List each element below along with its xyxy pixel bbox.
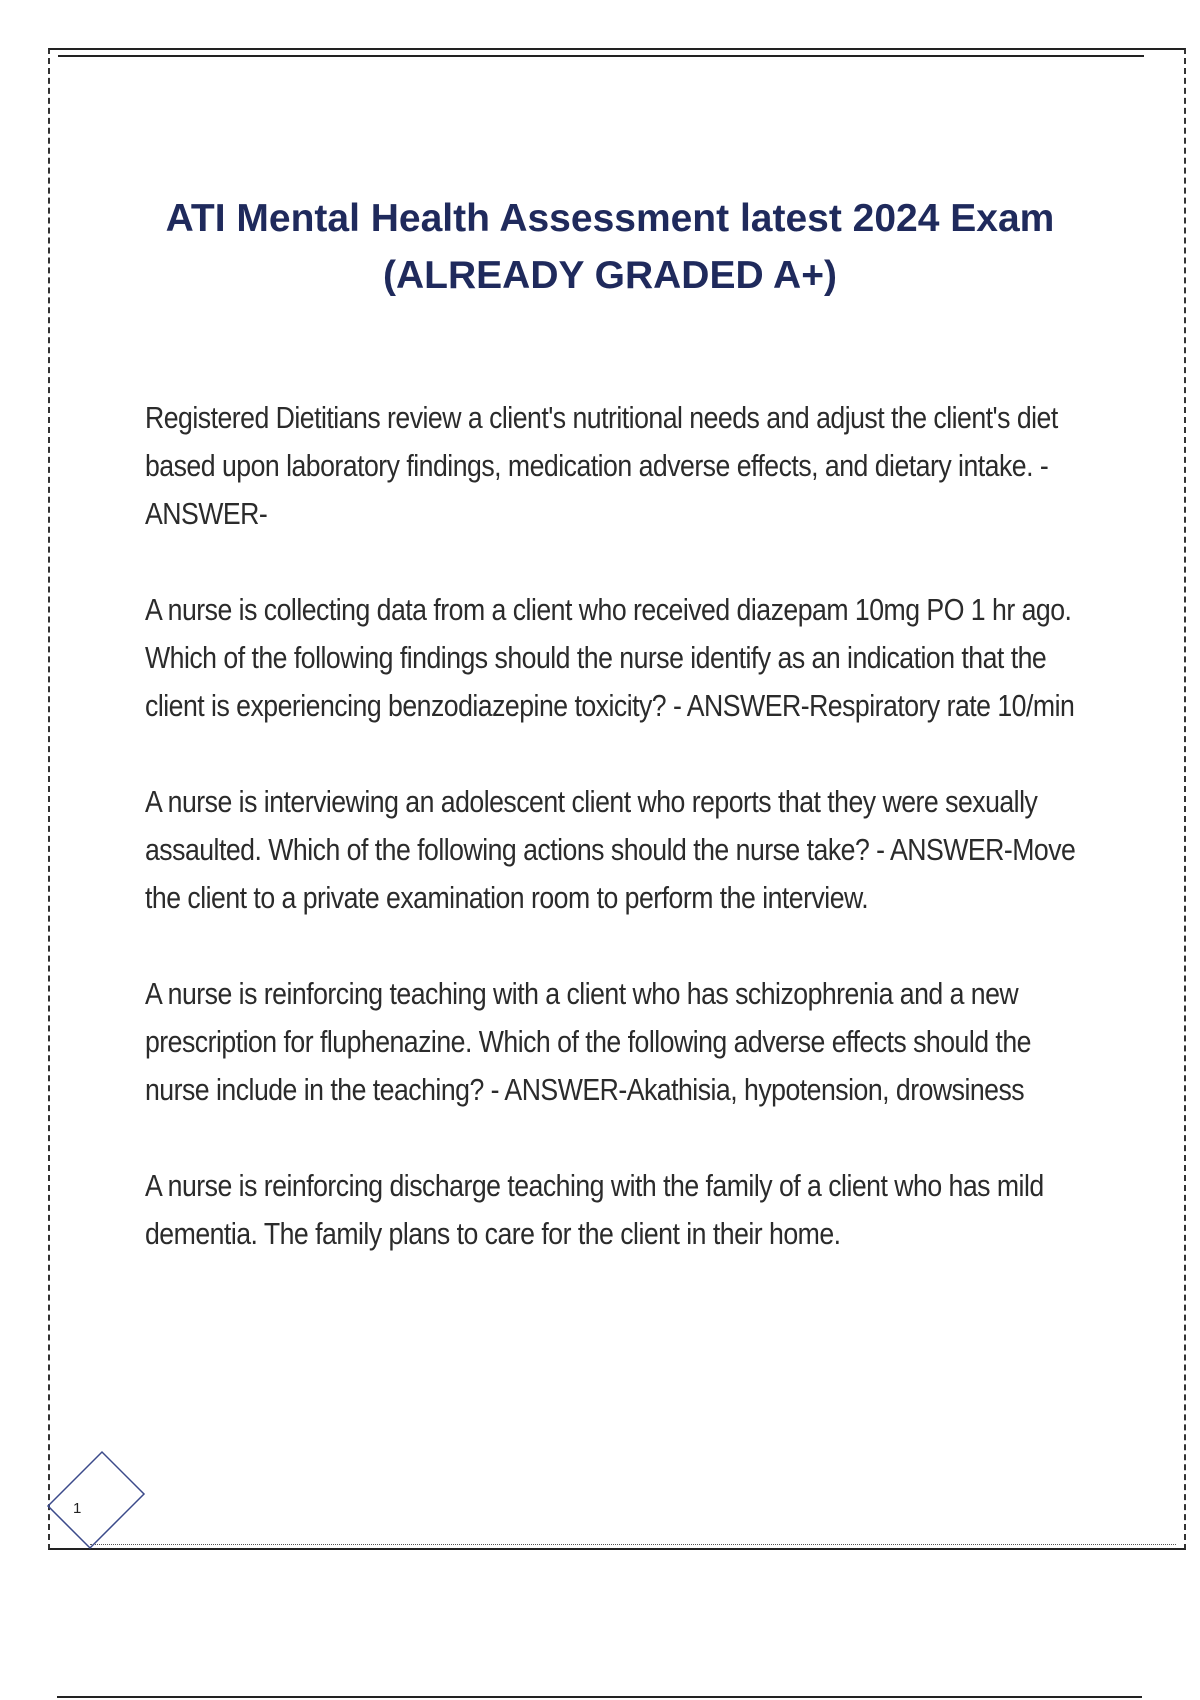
page-number-badge-icon — [40, 1448, 160, 1568]
border-top-inner-line — [58, 55, 1144, 57]
qa-list — [145, 394, 1095, 1306]
border-bottom-inner-line — [90, 1544, 1176, 1545]
qa-item: Registered Dietitians review a client's nutritional needs and adjust the client's diet based upon laboratory findings, medication adverse effects, and dietary intake. - ANSWER- — [145, 400, 1058, 531]
qa-item: A nurse is reinforcing teaching with a client who has schizophrenia and a new prescription for fluphenazine. Which of the following adverse effects should the nurse include in the teaching? - ANSWER-Akathisia, hypotension, drowsiness — [145, 976, 1031, 1107]
qa-item: A nurse is reinforcing discharge teaching with the family of a client who has mild dementia. The family plans to care for the client in their home. — [145, 1168, 1044, 1251]
document-title: ATI Mental Health Assessment latest 2024 Exam (ALREADY GRADED A+) — [165, 197, 1055, 297]
bottom-rule — [57, 1696, 1142, 1698]
qa-item: A nurse is interviewing an adolescent client who reports that they were sexually assaulted. Which of the following actions should the nurse take? - ANSWER-Move the client to a private examination room to perform the interview. — [145, 784, 1076, 915]
qa-item: A nurse is collecting data from a client who received diazepam 10mg PO 1 hr ago. Which of the following findings should the nurse identify as an indication that the client is experiencing benzodiazepine toxicity? - ANSWER-Respiratory rate 10/min — [145, 592, 1075, 723]
page-number: 1 — [73, 1500, 82, 1517]
